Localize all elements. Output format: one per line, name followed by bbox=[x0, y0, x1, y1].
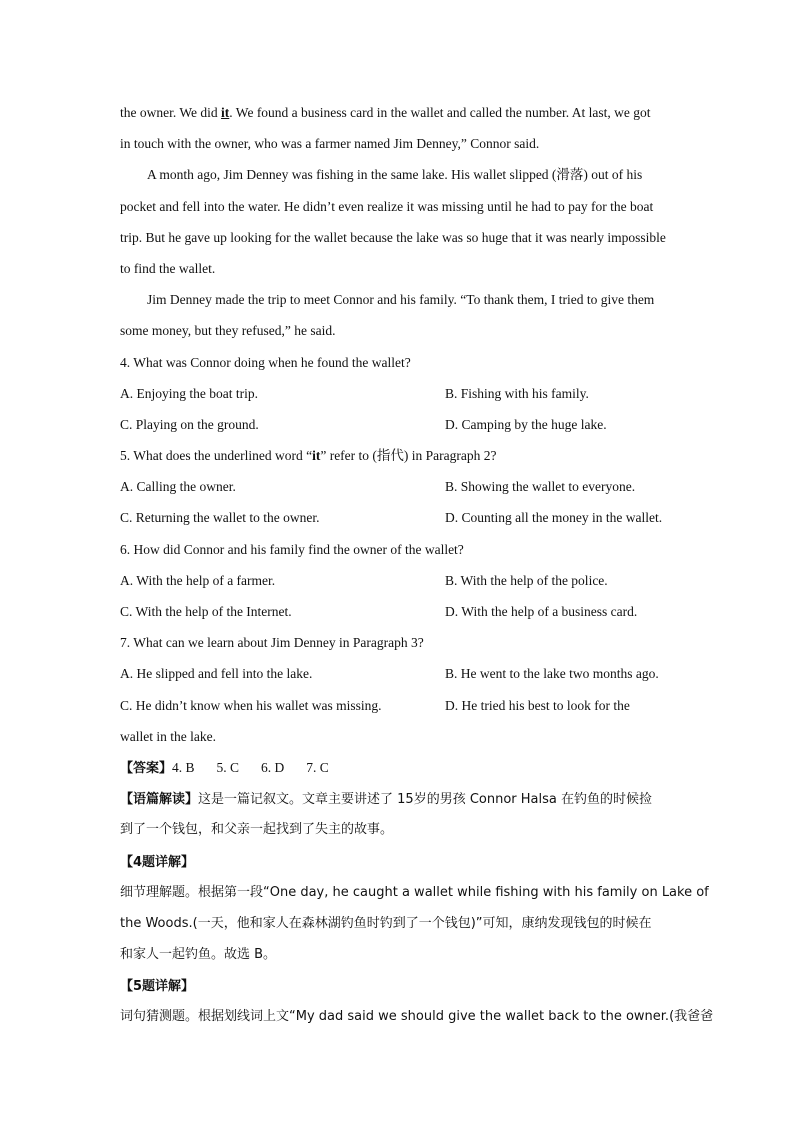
analysis-line: 到了一个钱包，和父亲一起找到了失主的故事。 bbox=[120, 822, 394, 838]
option-c: C. With the help of the Internet. bbox=[120, 604, 292, 619]
option-a: A. He slipped and fell into the lake. bbox=[120, 666, 313, 682]
detail-line: 词句猜测题。根据划线词上文“My dad said we should give the wallet back to the owner.(我爸爸 bbox=[120, 1009, 714, 1025]
option-b: B. With the help of the police. bbox=[445, 572, 608, 588]
option-b: B. He went to the lake two months ago. bbox=[445, 666, 659, 682]
passage-line: to find the wallet. bbox=[120, 260, 216, 276]
passage-text: the owner. We did bbox=[120, 105, 222, 120]
answer-6: 6. D bbox=[261, 759, 285, 775]
option-row bbox=[120, 409, 676, 440]
analysis-line bbox=[120, 783, 676, 814]
detail-5-label: 【5题详解】 bbox=[120, 979, 195, 995]
document-page bbox=[120, 97, 714, 1033]
option-a: A. Enjoying the boat trip. bbox=[120, 385, 258, 401]
option-row bbox=[120, 471, 676, 502]
passage-line: A month ago, Jim Denney was fishing in the same lake. His wallet slipped (滑落) out of his bbox=[147, 167, 643, 183]
stem-keyword: it bbox=[312, 448, 321, 464]
underlined-word: it bbox=[221, 105, 230, 120]
option-b: B. Showing the wallet to everyone. bbox=[445, 479, 636, 495]
question-stem: 6. How did Connor and his family find the owner of the wallet? bbox=[120, 541, 464, 557]
passage-line: Jim Denney made the trip to meet Connor and his family. “To thank them, I tried to give them bbox=[147, 292, 655, 308]
option-d: D. Counting all the money in the wallet. bbox=[445, 510, 663, 526]
detail-line: the Woods.(一天，他和家人在森林湖钓鱼时钓到了一个钱包)”可知，康纳发现钱包的时候在 bbox=[120, 915, 652, 931]
answer-5: 5. C bbox=[216, 759, 240, 775]
question-stem: 4. What was Connor doing when he found the wallet? bbox=[120, 354, 411, 370]
detail-line: 细节理解题。根据第一段“One day, he caught a wallet while fishing with his family on Lake of bbox=[120, 884, 709, 900]
passage-line: trip. But he gave up looking for the wallet because the lake was so huge that it was nearly impossible bbox=[120, 229, 666, 245]
option-row bbox=[120, 658, 676, 689]
passage-line: some money, but they refused,” he said. bbox=[120, 323, 336, 339]
passage-line: pocket and fell into the water. He didn’t even realize it was missing until he had to pay for the boat bbox=[120, 198, 654, 214]
passage-line: in touch with the owner, who was a farmer named Jim Denney,” Connor said. bbox=[120, 136, 540, 152]
option-a: A. With the help of a farmer. bbox=[120, 572, 276, 588]
option-row bbox=[120, 690, 676, 721]
answer-line bbox=[120, 752, 676, 783]
passage-line bbox=[120, 97, 676, 128]
option-c: C. Returning the wallet to the owner. bbox=[120, 510, 320, 526]
detail-line: 和家人一起钓鱼。故选 B。 bbox=[120, 947, 277, 963]
option-c: C. He didn’t know when his wallet was missing. bbox=[120, 697, 382, 713]
option-row bbox=[120, 378, 676, 409]
answer-7: 7. C bbox=[306, 759, 329, 775]
detail-heading bbox=[120, 970, 676, 1001]
stem-text: ” refer to (指代) in Paragraph 2? bbox=[320, 448, 497, 464]
option-row bbox=[120, 596, 676, 627]
answer-label: 【答案】 bbox=[120, 760, 173, 776]
analysis-label: 【语篇解读】 bbox=[120, 792, 199, 808]
question-stem: 7. What can we learn about Jim Denney in Paragraph 3? bbox=[120, 635, 424, 651]
option-row bbox=[120, 565, 676, 596]
option-d-continued: wallet in the lake. bbox=[120, 728, 216, 744]
option-d: D. With the help of a business card. bbox=[445, 604, 638, 619]
detail-heading bbox=[120, 846, 676, 877]
answer-4: 4. B bbox=[172, 759, 195, 775]
option-d: D. He tried his best to look for the bbox=[445, 697, 630, 713]
analysis-text: 这是一篇记叙文。文章主要讲述了 15岁的男孩 Connor Halsa 在钓鱼的时候捡 bbox=[198, 792, 652, 808]
stem-text: 5. What does the underlined word “ bbox=[120, 448, 313, 464]
passage-text: . We found a business card in the wallet and called the number. At last, we got bbox=[229, 105, 651, 120]
option-d: D. Camping by the huge lake. bbox=[445, 416, 607, 432]
option-row bbox=[120, 502, 676, 533]
question-stem bbox=[120, 440, 676, 471]
option-a: A. Calling the owner. bbox=[120, 479, 236, 495]
option-c: C. Playing on the ground. bbox=[120, 416, 259, 432]
option-b: B. Fishing with his family. bbox=[445, 385, 589, 401]
detail-4-label: 【4题详解】 bbox=[120, 854, 195, 870]
